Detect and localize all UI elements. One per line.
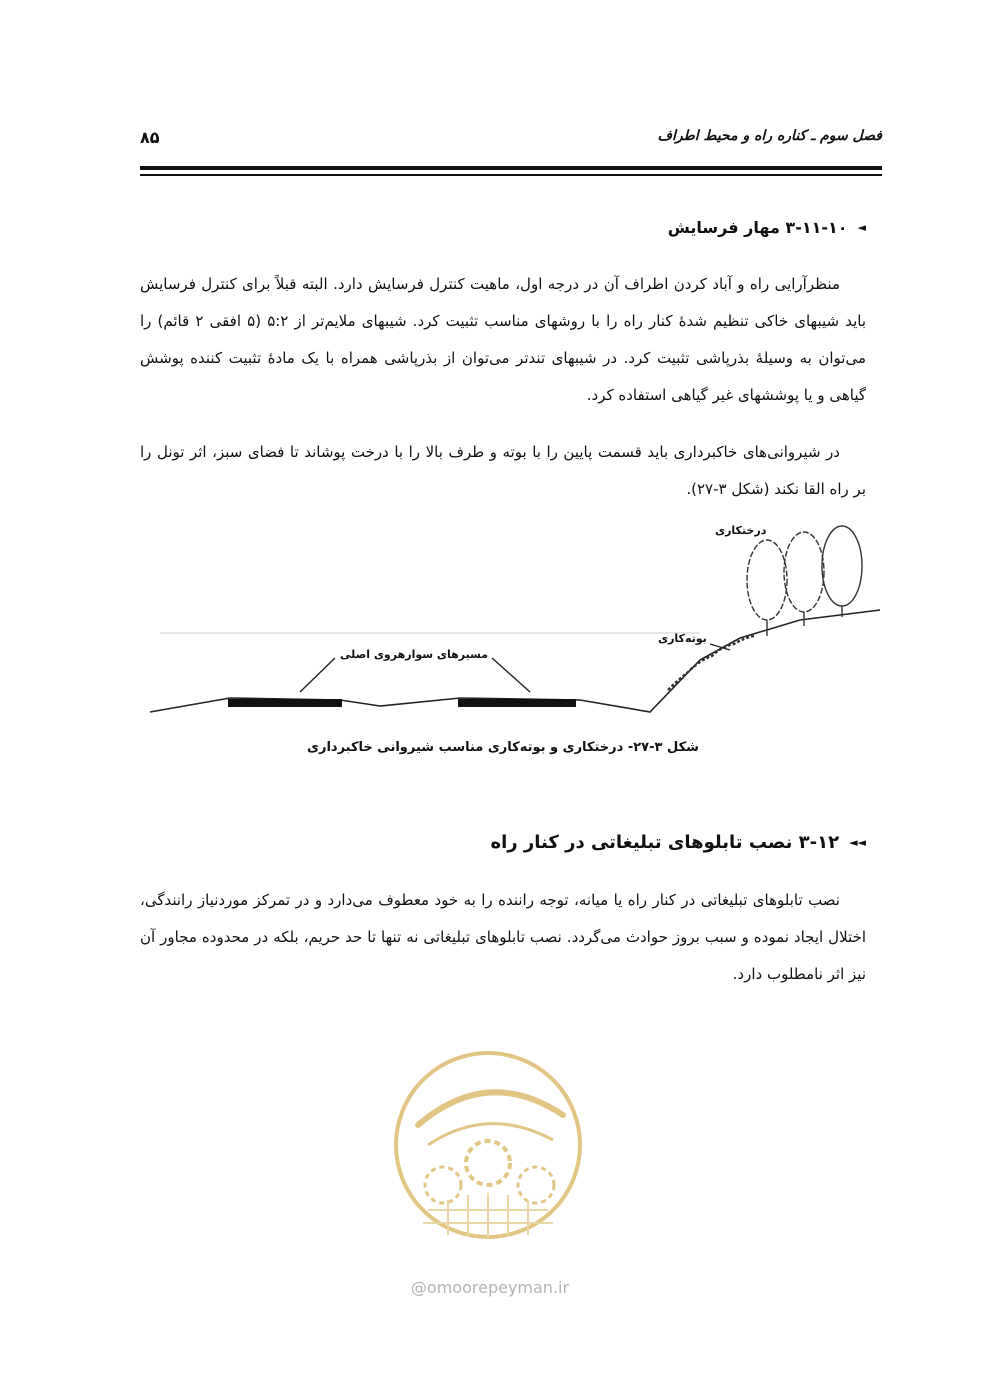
header-rule-thick (140, 166, 882, 170)
figure-drawing (140, 520, 882, 720)
double-arrow-icon: ◄◄ (849, 836, 866, 849)
bullet-arrow-icon: ◄ (857, 221, 866, 234)
watermark-url-text: omoorepeyman.ir (426, 1278, 570, 1297)
watermark-seal (388, 1045, 588, 1245)
tree-group (747, 526, 862, 636)
section-heading-erosion-text: ۳-۱۱-۱۰ مهار فرسایش (667, 218, 848, 237)
tree-crown-3 (822, 526, 862, 606)
at-icon: @ (410, 1278, 427, 1297)
paragraph-erosion-1: منظرآرایی راه و آباد کردن اطراف آن در درجه اول، ماهیت کنترل فرسایش دارد. البته قبلاً برای کنترل فرسایش باید شیبهای خاکی تنظیم شدهٔ کنار راه را با روشهای مناسب تثبیت کرد. شیبهای ملایم‌تر از ۵:۲ (۵ افقی ۲ قائم) را می‌توان به وسیلهٔ بذرپاشی تثبیت کرد. در شیبهای تندتر می‌توان از بذرپاشی همراه با یک مادهٔ تثبیت کننده پوشش گیاهی و یا پوششهای غیر گیاهی استفاده کرد. (140, 275, 867, 404)
label-main-lanes: مسیرهای سوارهروی اصلی (340, 648, 489, 661)
section-heading-billboards-text: ۳-۱۲ نصب تابلوهای تبلیغاتی در کنار راه (490, 832, 840, 853)
figure-caption: شکل ۳-۲۷- درختکاری و بوته‌کاری مناسب شیروانی خاکبرداری (307, 740, 699, 755)
section-heading-erosion (668, 218, 866, 237)
paragraph-erosion-2: در شیروانی‌های خاکبرداری باید قسمت پایین را با بوته و طرف بالا را با درخت پوشاند تا فضای سبز، اثر تونل را بر راه القا نکند (شکل ۳-۲۷). (140, 443, 866, 498)
label-trees: درختکاری (715, 524, 767, 537)
watermark-url (380, 1278, 600, 1297)
ground-profile (150, 610, 880, 712)
chapter-title: فصل سوم ـ کناره راه و محیط اطراف (657, 128, 882, 144)
tree-crown-1 (747, 540, 787, 620)
lane-pointer-right (492, 658, 530, 692)
carriageway-right (458, 699, 576, 707)
header-rule-thin (140, 174, 882, 176)
watermark-logo (388, 1045, 588, 1245)
page-header (140, 128, 882, 156)
figure-cut-slope-planting (140, 520, 882, 720)
lane-pointer-left (300, 658, 335, 692)
label-shrubs: بوته‌کاری (658, 632, 707, 645)
carriageway-left (228, 699, 342, 707)
tree-crown-2 (784, 532, 824, 612)
paragraph-billboards: نصب تابلوهای تبلیغاتی در کنار راه یا میانه، توجه راننده را به خود معطوف می‌دارد و در تمرکز موردنیاز رانندگی، اختلال ایجاد نموده و سبب بروز حوادث می‌گردد. نصب تابلوهای تبلیغاتی نه تنها تا حد حریم، بلکه در محدوده مجاور آن نیز اثر نامطلوب دارد. (140, 891, 866, 983)
page-number: ۸۵ (140, 128, 160, 147)
section-heading-billboards (490, 832, 866, 853)
